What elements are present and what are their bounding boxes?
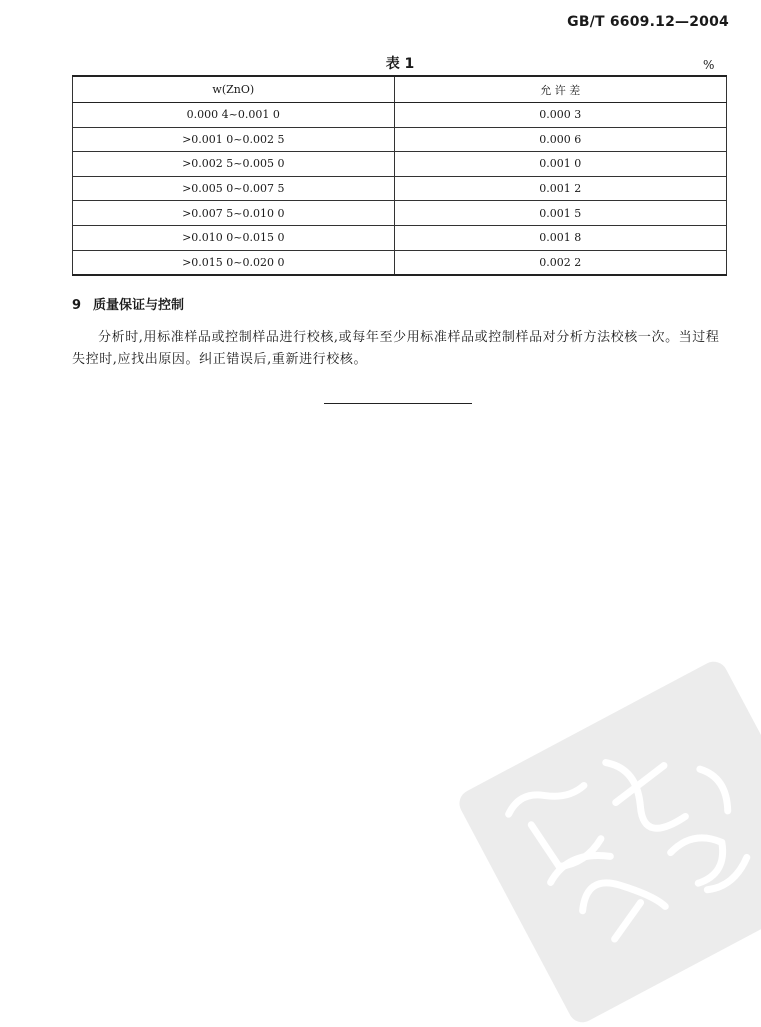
section-number: 9 <box>72 298 82 313</box>
cell-range: >0.002 5~0.005 0 <box>73 152 395 177</box>
table-row <box>73 201 727 226</box>
cell-range: >0.005 0~0.007 5 <box>73 176 395 201</box>
cell-tolerance: 0.001 0 <box>394 152 726 177</box>
cell-tolerance: 0.000 3 <box>394 103 726 128</box>
seal-glyphs-icon <box>455 657 761 1027</box>
table-row <box>73 152 727 177</box>
tolerance-table <box>72 75 727 276</box>
cell-tolerance: 0.001 2 <box>394 176 726 201</box>
cell-range: 0.000 4~0.001 0 <box>73 103 395 128</box>
section-heading <box>72 294 184 313</box>
cell-tolerance: 0.002 2 <box>394 250 726 275</box>
watermark-seal <box>455 657 761 1027</box>
standard-code: GB/T 6609.12—2004 <box>567 14 729 30</box>
cell-range: >0.015 0~0.020 0 <box>73 250 395 275</box>
cell-range: >0.007 5~0.010 0 <box>73 201 395 226</box>
table-unit: % <box>703 58 715 72</box>
section-title: 质量保证与控制 <box>93 298 185 313</box>
table-header-row <box>73 76 727 103</box>
end-divider <box>324 403 472 404</box>
table-row <box>73 250 727 275</box>
column-header-zno: w(ZnO) <box>73 76 395 103</box>
column-header-tolerance: 允 许 差 <box>394 76 726 103</box>
table-row <box>73 103 727 128</box>
table-row <box>73 225 727 250</box>
table-title: 表 1 <box>385 56 415 72</box>
cell-range: >0.001 0~0.002 5 <box>73 127 395 152</box>
section-paragraph: 分析时,用标准样品或控制样品进行校核,或每年至少用标准样品或控制样品对分析方法校核一次。当过程失控时,应找出原因。纠正错误后,重新进行校核。 <box>72 330 720 367</box>
table-row <box>73 176 727 201</box>
table-row <box>73 127 727 152</box>
cell-range: >0.010 0~0.015 0 <box>73 225 395 250</box>
cell-tolerance: 0.001 8 <box>394 225 726 250</box>
cell-tolerance: 0.000 6 <box>394 127 726 152</box>
cell-tolerance: 0.001 5 <box>394 201 726 226</box>
